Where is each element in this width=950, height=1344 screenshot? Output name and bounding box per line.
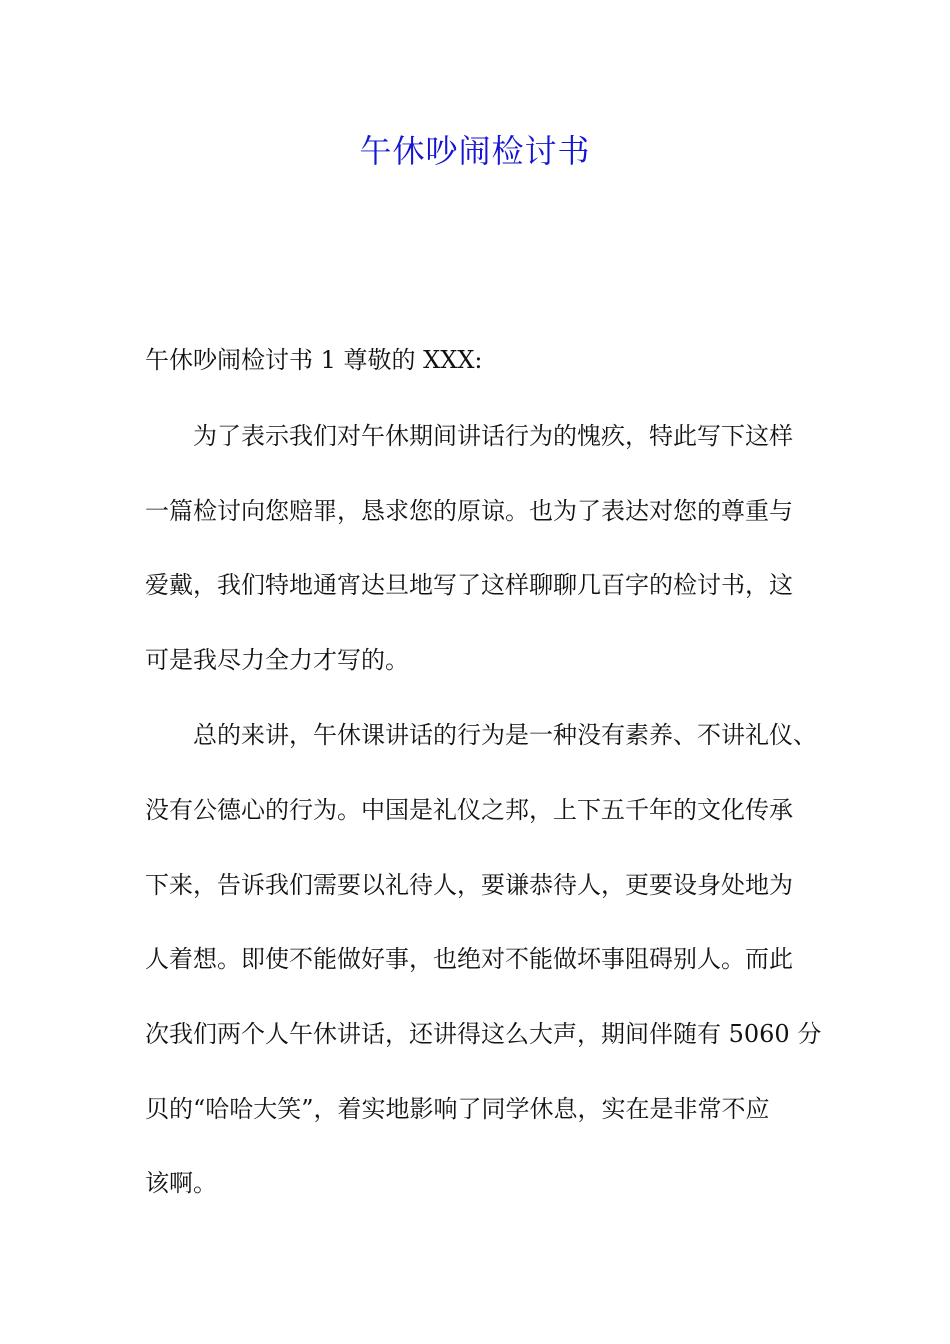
paragraph-1-line-1: 为了表示我们对午休期间讲话行为的愧疚，特此写下这样 [193,422,793,450]
paragraph-2-line-1: 总的来讲，午休课讲话的行为是一种没有素养、不讲礼仪、 [193,721,817,749]
paragraph-1-line-3: 爱戴，我们特地通宵达旦地写了这样聊聊几百字的检讨书，这 [145,571,793,599]
paragraph-1-line-2: 一篇检讨向您赔罪，恳求您的原谅。也为了表达对您的尊重与 [145,497,793,525]
paragraph-2-line-2: 没有公德心的行为。中国是礼仪之邦，上下五千年的文化传承 [145,796,793,824]
paragraph-2-line-4: 人着想。即使不能做好事，也绝对不能做坏事阻碍别人。而此 [145,945,793,973]
paragraph-2-line-5: 次我们两个人午休讲话，还讲得这么大声，期间伴随有 5060 分 [145,1020,822,1048]
paragraph-2-line-7: 该啊。 [145,1169,217,1197]
salutation-line: 午休吵闹检讨书 1 尊敬的 XXX: [145,346,483,374]
paragraph-2-line-6: 贝的“哈哈大笑”，着实地影响了同学休息，实在是非常不应 [145,1095,770,1123]
document-title: 午休吵闹检讨书 [359,132,591,170]
paragraph-1-line-4: 可是我尽力全力才写的。 [145,646,409,674]
paragraph-2-line-3: 下来，告诉我们需要以礼待人，要谦恭待人，更要设身处地为 [145,871,793,899]
